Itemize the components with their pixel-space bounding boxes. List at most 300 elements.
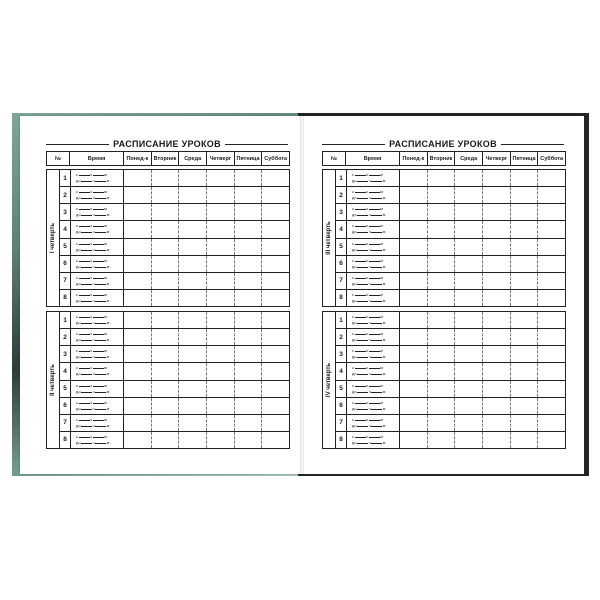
lesson-time-field[interactable] [71, 187, 124, 203]
subject-cell[interactable] [207, 398, 235, 414]
subject-cell[interactable] [538, 290, 565, 306]
lesson-time-field[interactable] [347, 239, 400, 255]
subject-cell[interactable] [124, 346, 152, 362]
subject-cell[interactable] [235, 170, 263, 186]
hour-blank[interactable] [79, 278, 90, 279]
subject-cell[interactable] [262, 432, 289, 448]
hour-blank[interactable] [355, 295, 366, 296]
subject-cell[interactable] [262, 204, 289, 220]
hour-blank[interactable] [357, 215, 368, 216]
subject-cell[interactable] [428, 432, 456, 448]
minute-blank[interactable] [95, 181, 106, 182]
subject-cell[interactable] [511, 290, 539, 306]
subject-cell[interactable] [179, 290, 207, 306]
minute-blank[interactable] [371, 301, 382, 302]
subject-cell[interactable] [179, 381, 207, 397]
subject-cell[interactable] [455, 398, 483, 414]
subject-cell[interactable] [400, 187, 428, 203]
subject-cell[interactable] [152, 273, 180, 289]
subject-cell[interactable] [152, 329, 180, 345]
lesson-time-field[interactable] [347, 170, 400, 186]
subject-cell[interactable] [400, 415, 428, 431]
minute-blank[interactable] [95, 340, 106, 341]
subject-cell[interactable] [511, 170, 539, 186]
subject-cell[interactable] [262, 187, 289, 203]
subject-cell[interactable] [400, 170, 428, 186]
lesson-time-field[interactable] [347, 398, 400, 414]
minute-blank[interactable] [369, 386, 380, 387]
subject-cell[interactable] [483, 256, 511, 272]
subject-cell[interactable] [455, 221, 483, 237]
subject-cell[interactable] [152, 415, 180, 431]
minute-blank[interactable] [369, 175, 380, 176]
subject-cell[interactable] [428, 329, 456, 345]
minute-blank[interactable] [371, 232, 382, 233]
hour-blank[interactable] [81, 426, 92, 427]
subject-cell[interactable] [262, 398, 289, 414]
subject-cell[interactable] [179, 346, 207, 362]
subject-cell[interactable] [455, 290, 483, 306]
minute-blank[interactable] [369, 295, 380, 296]
subject-cell[interactable] [179, 329, 207, 345]
subject-cell[interactable] [428, 187, 456, 203]
subject-cell[interactable] [207, 204, 235, 220]
subject-cell[interactable] [124, 239, 152, 255]
subject-cell[interactable] [207, 415, 235, 431]
hour-blank[interactable] [79, 368, 90, 369]
lesson-time-field[interactable] [71, 363, 124, 379]
subject-cell[interactable] [235, 273, 263, 289]
minute-blank[interactable] [371, 409, 382, 410]
hour-blank[interactable] [357, 392, 368, 393]
subject-cell[interactable] [483, 290, 511, 306]
hour-blank[interactable] [357, 409, 368, 410]
subject-cell[interactable] [511, 415, 539, 431]
subject-cell[interactable] [235, 312, 263, 328]
hour-blank[interactable] [357, 374, 368, 375]
minute-blank[interactable] [371, 284, 382, 285]
subject-cell[interactable] [428, 239, 456, 255]
subject-cell[interactable] [483, 273, 511, 289]
subject-cell[interactable] [207, 432, 235, 448]
subject-cell[interactable] [124, 363, 152, 379]
subject-cell[interactable] [262, 415, 289, 431]
lesson-time-field[interactable] [347, 256, 400, 272]
hour-blank[interactable] [355, 351, 366, 352]
hour-blank[interactable] [81, 250, 92, 251]
minute-blank[interactable] [93, 261, 104, 262]
subject-cell[interactable] [400, 312, 428, 328]
minute-blank[interactable] [369, 334, 380, 335]
subject-cell[interactable] [152, 239, 180, 255]
subject-cell[interactable] [538, 381, 565, 397]
subject-cell[interactable] [538, 170, 565, 186]
lesson-time-field[interactable] [347, 204, 400, 220]
minute-blank[interactable] [371, 323, 382, 324]
hour-blank[interactable] [81, 409, 92, 410]
subject-cell[interactable] [400, 398, 428, 414]
minute-blank[interactable] [371, 443, 382, 444]
minute-blank[interactable] [93, 209, 104, 210]
subject-cell[interactable] [511, 312, 539, 328]
subject-cell[interactable] [179, 398, 207, 414]
hour-blank[interactable] [355, 334, 366, 335]
lesson-time-field[interactable] [71, 398, 124, 414]
subject-cell[interactable] [400, 273, 428, 289]
subject-cell[interactable] [538, 256, 565, 272]
subject-cell[interactable] [455, 273, 483, 289]
hour-blank[interactable] [81, 232, 92, 233]
subject-cell[interactable] [207, 290, 235, 306]
subject-cell[interactable] [152, 290, 180, 306]
subject-cell[interactable] [124, 312, 152, 328]
subject-cell[interactable] [124, 273, 152, 289]
subject-cell[interactable] [455, 346, 483, 362]
subject-cell[interactable] [235, 398, 263, 414]
subject-cell[interactable] [262, 273, 289, 289]
lesson-time-field[interactable] [71, 415, 124, 431]
subject-cell[interactable] [235, 204, 263, 220]
hour-blank[interactable] [81, 284, 92, 285]
subject-cell[interactable] [152, 170, 180, 186]
subject-cell[interactable] [152, 312, 180, 328]
subject-cell[interactable] [124, 381, 152, 397]
subject-cell[interactable] [400, 329, 428, 345]
subject-cell[interactable] [428, 221, 456, 237]
subject-cell[interactable] [207, 346, 235, 362]
subject-cell[interactable] [400, 221, 428, 237]
subject-cell[interactable] [428, 415, 456, 431]
minute-blank[interactable] [93, 351, 104, 352]
lesson-time-field[interactable] [347, 432, 400, 448]
subject-cell[interactable] [455, 170, 483, 186]
subject-cell[interactable] [179, 415, 207, 431]
subject-cell[interactable] [179, 432, 207, 448]
lesson-time-field[interactable] [347, 329, 400, 345]
hour-blank[interactable] [357, 267, 368, 268]
hour-blank[interactable] [355, 226, 366, 227]
subject-cell[interactable] [262, 256, 289, 272]
subject-cell[interactable] [235, 256, 263, 272]
minute-blank[interactable] [95, 198, 106, 199]
lesson-time-field[interactable] [71, 346, 124, 362]
subject-cell[interactable] [179, 221, 207, 237]
hour-blank[interactable] [357, 250, 368, 251]
subject-cell[interactable] [179, 256, 207, 272]
lesson-time-field[interactable] [347, 273, 400, 289]
hour-blank[interactable] [79, 261, 90, 262]
subject-cell[interactable] [428, 312, 456, 328]
lesson-time-field[interactable] [71, 221, 124, 237]
subject-cell[interactable] [538, 363, 565, 379]
subject-cell[interactable] [207, 256, 235, 272]
subject-cell[interactable] [455, 187, 483, 203]
subject-cell[interactable] [262, 329, 289, 345]
subject-cell[interactable] [483, 398, 511, 414]
subject-cell[interactable] [428, 398, 456, 414]
hour-blank[interactable] [357, 232, 368, 233]
hour-blank[interactable] [355, 175, 366, 176]
hour-blank[interactable] [79, 226, 90, 227]
hour-blank[interactable] [79, 386, 90, 387]
subject-cell[interactable] [152, 363, 180, 379]
subject-cell[interactable] [483, 239, 511, 255]
subject-cell[interactable] [124, 398, 152, 414]
hour-blank[interactable] [355, 368, 366, 369]
subject-cell[interactable] [179, 170, 207, 186]
subject-cell[interactable] [207, 170, 235, 186]
lesson-time-field[interactable] [71, 204, 124, 220]
subject-cell[interactable] [483, 346, 511, 362]
hour-blank[interactable] [79, 437, 90, 438]
minute-blank[interactable] [93, 226, 104, 227]
subject-cell[interactable] [262, 221, 289, 237]
subject-cell[interactable] [207, 363, 235, 379]
minute-blank[interactable] [93, 368, 104, 369]
hour-blank[interactable] [81, 323, 92, 324]
lesson-time-field[interactable] [71, 256, 124, 272]
subject-cell[interactable] [124, 170, 152, 186]
hour-blank[interactable] [79, 317, 90, 318]
subject-cell[interactable] [235, 290, 263, 306]
subject-cell[interactable] [455, 312, 483, 328]
subject-cell[interactable] [235, 346, 263, 362]
subject-cell[interactable] [207, 329, 235, 345]
minute-blank[interactable] [371, 267, 382, 268]
subject-cell[interactable] [455, 363, 483, 379]
subject-cell[interactable] [483, 170, 511, 186]
lesson-time-field[interactable] [347, 187, 400, 203]
subject-cell[interactable] [483, 381, 511, 397]
subject-cell[interactable] [207, 381, 235, 397]
subject-cell[interactable] [152, 256, 180, 272]
minute-blank[interactable] [95, 250, 106, 251]
lesson-time-field[interactable] [347, 346, 400, 362]
subject-cell[interactable] [428, 256, 456, 272]
subject-cell[interactable] [235, 381, 263, 397]
subject-cell[interactable] [455, 415, 483, 431]
hour-blank[interactable] [355, 420, 366, 421]
subject-cell[interactable] [483, 312, 511, 328]
hour-blank[interactable] [357, 181, 368, 182]
lesson-time-field[interactable] [71, 381, 124, 397]
subject-cell[interactable] [152, 346, 180, 362]
hour-blank[interactable] [79, 209, 90, 210]
hour-blank[interactable] [357, 323, 368, 324]
minute-blank[interactable] [95, 426, 106, 427]
minute-blank[interactable] [95, 267, 106, 268]
subject-cell[interactable] [262, 239, 289, 255]
hour-blank[interactable] [357, 426, 368, 427]
minute-blank[interactable] [93, 244, 104, 245]
subject-cell[interactable] [400, 256, 428, 272]
minute-blank[interactable] [93, 437, 104, 438]
subject-cell[interactable] [179, 273, 207, 289]
minute-blank[interactable] [369, 420, 380, 421]
subject-cell[interactable] [538, 346, 565, 362]
subject-cell[interactable] [538, 415, 565, 431]
minute-blank[interactable] [369, 403, 380, 404]
subject-cell[interactable] [483, 415, 511, 431]
minute-blank[interactable] [371, 181, 382, 182]
subject-cell[interactable] [428, 290, 456, 306]
subject-cell[interactable] [400, 204, 428, 220]
minute-blank[interactable] [93, 403, 104, 404]
subject-cell[interactable] [152, 187, 180, 203]
subject-cell[interactable] [538, 273, 565, 289]
minute-blank[interactable] [369, 437, 380, 438]
subject-cell[interactable] [400, 290, 428, 306]
minute-blank[interactable] [95, 284, 106, 285]
hour-blank[interactable] [355, 386, 366, 387]
subject-cell[interactable] [152, 204, 180, 220]
lesson-time-field[interactable] [71, 432, 124, 448]
minute-blank[interactable] [93, 175, 104, 176]
subject-cell[interactable] [262, 363, 289, 379]
minute-blank[interactable] [95, 409, 106, 410]
subject-cell[interactable] [152, 432, 180, 448]
subject-cell[interactable] [235, 221, 263, 237]
subject-cell[interactable] [179, 363, 207, 379]
subject-cell[interactable] [428, 273, 456, 289]
subject-cell[interactable] [207, 239, 235, 255]
subject-cell[interactable] [179, 312, 207, 328]
subject-cell[interactable] [207, 273, 235, 289]
lesson-time-field[interactable] [71, 312, 124, 328]
minute-blank[interactable] [371, 340, 382, 341]
minute-blank[interactable] [95, 374, 106, 375]
subject-cell[interactable] [124, 204, 152, 220]
hour-blank[interactable] [79, 420, 90, 421]
hour-blank[interactable] [81, 198, 92, 199]
subject-cell[interactable] [455, 204, 483, 220]
minute-blank[interactable] [371, 426, 382, 427]
subject-cell[interactable] [511, 239, 539, 255]
subject-cell[interactable] [511, 273, 539, 289]
minute-blank[interactable] [371, 250, 382, 251]
lesson-time-field[interactable] [71, 170, 124, 186]
subject-cell[interactable] [538, 204, 565, 220]
hour-blank[interactable] [81, 443, 92, 444]
subject-cell[interactable] [538, 239, 565, 255]
subject-cell[interactable] [262, 170, 289, 186]
subject-cell[interactable] [124, 256, 152, 272]
minute-blank[interactable] [95, 323, 106, 324]
subject-cell[interactable] [235, 239, 263, 255]
subject-cell[interactable] [538, 329, 565, 345]
minute-blank[interactable] [369, 192, 380, 193]
subject-cell[interactable] [124, 415, 152, 431]
subject-cell[interactable] [455, 256, 483, 272]
hour-blank[interactable] [81, 181, 92, 182]
subject-cell[interactable] [235, 187, 263, 203]
subject-cell[interactable] [483, 432, 511, 448]
subject-cell[interactable] [207, 312, 235, 328]
lesson-time-field[interactable] [347, 290, 400, 306]
hour-blank[interactable] [81, 340, 92, 341]
subject-cell[interactable] [235, 329, 263, 345]
hour-blank[interactable] [357, 284, 368, 285]
minute-blank[interactable] [93, 295, 104, 296]
lesson-time-field[interactable] [71, 290, 124, 306]
subject-cell[interactable] [400, 346, 428, 362]
minute-blank[interactable] [371, 357, 382, 358]
minute-blank[interactable] [95, 215, 106, 216]
subject-cell[interactable] [483, 329, 511, 345]
subject-cell[interactable] [262, 312, 289, 328]
hour-blank[interactable] [355, 209, 366, 210]
subject-cell[interactable] [511, 363, 539, 379]
minute-blank[interactable] [369, 261, 380, 262]
hour-blank[interactable] [357, 443, 368, 444]
hour-blank[interactable] [355, 192, 366, 193]
lesson-time-field[interactable] [347, 381, 400, 397]
hour-blank[interactable] [81, 374, 92, 375]
hour-blank[interactable] [355, 317, 366, 318]
hour-blank[interactable] [79, 334, 90, 335]
minute-blank[interactable] [95, 357, 106, 358]
subject-cell[interactable] [179, 187, 207, 203]
subject-cell[interactable] [235, 363, 263, 379]
hour-blank[interactable] [79, 192, 90, 193]
minute-blank[interactable] [93, 192, 104, 193]
subject-cell[interactable] [400, 239, 428, 255]
subject-cell[interactable] [511, 432, 539, 448]
subject-cell[interactable] [235, 415, 263, 431]
subject-cell[interactable] [511, 256, 539, 272]
minute-blank[interactable] [369, 278, 380, 279]
subject-cell[interactable] [428, 170, 456, 186]
subject-cell[interactable] [455, 239, 483, 255]
minute-blank[interactable] [93, 386, 104, 387]
subject-cell[interactable] [511, 329, 539, 345]
subject-cell[interactable] [400, 432, 428, 448]
minute-blank[interactable] [371, 198, 382, 199]
minute-blank[interactable] [369, 317, 380, 318]
subject-cell[interactable] [207, 221, 235, 237]
hour-blank[interactable] [79, 175, 90, 176]
subject-cell[interactable] [538, 312, 565, 328]
subject-cell[interactable] [179, 239, 207, 255]
subject-cell[interactable] [511, 398, 539, 414]
minute-blank[interactable] [369, 226, 380, 227]
lesson-time-field[interactable] [347, 312, 400, 328]
subject-cell[interactable] [511, 187, 539, 203]
hour-blank[interactable] [79, 244, 90, 245]
minute-blank[interactable] [95, 232, 106, 233]
subject-cell[interactable] [538, 432, 565, 448]
subject-cell[interactable] [400, 363, 428, 379]
subject-cell[interactable] [455, 329, 483, 345]
hour-blank[interactable] [357, 340, 368, 341]
minute-blank[interactable] [369, 351, 380, 352]
subject-cell[interactable] [207, 187, 235, 203]
lesson-time-field[interactable] [347, 415, 400, 431]
subject-cell[interactable] [538, 398, 565, 414]
subject-cell[interactable] [235, 432, 263, 448]
minute-blank[interactable] [93, 278, 104, 279]
lesson-time-field[interactable] [347, 221, 400, 237]
subject-cell[interactable] [511, 346, 539, 362]
minute-blank[interactable] [369, 244, 380, 245]
subject-cell[interactable] [511, 204, 539, 220]
hour-blank[interactable] [355, 403, 366, 404]
minute-blank[interactable] [369, 368, 380, 369]
subject-cell[interactable] [428, 204, 456, 220]
minute-blank[interactable] [371, 374, 382, 375]
hour-blank[interactable] [81, 392, 92, 393]
hour-blank[interactable] [357, 357, 368, 358]
